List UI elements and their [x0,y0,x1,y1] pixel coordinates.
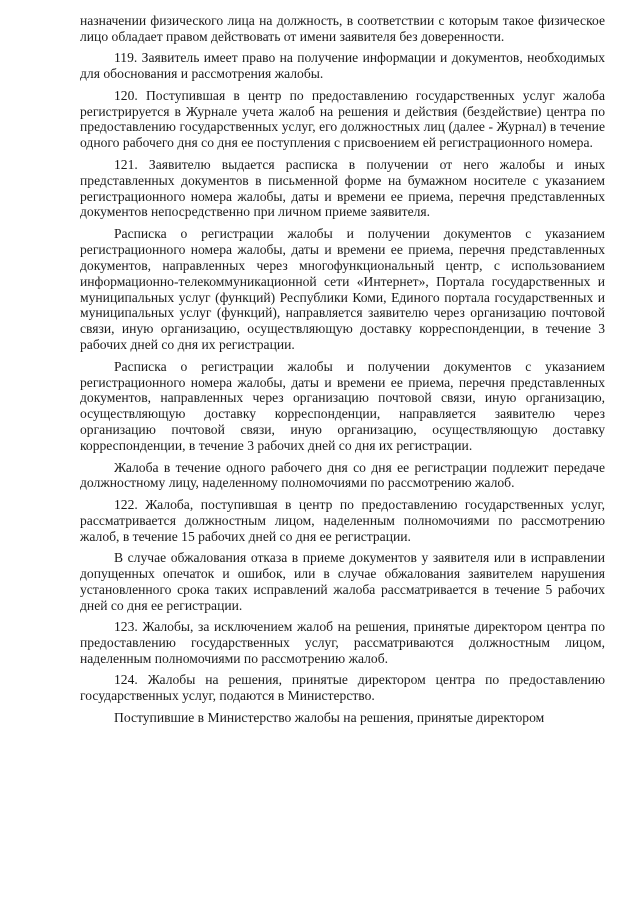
paragraph-refusal: В случае обжалования отказа в приеме документов у заявителя или в исправлении допущенных опечаток и ошибок, или в случае обжалования заявителем нарушения установленного срока таких исправлений жалоба рассматривается в течение 5 рабочих дней со дня ее регистрации. [80,550,605,613]
paragraph-ministry: Поступившие в Министерство жалобы на решения, принятые директором [114,709,545,725]
paragraph-receipt-mfc: Расписка о регистрации жалобы и получении документов с указанием регистрационного номера жалобы, даты и времени ее приема, перечня представленных документов, направленных через многофункциональный центр, с использованием информационно-телекоммуникационной сети «Интернет», Портала государственных и муниципальных услуг (функций) Республики Коми, Единого портала государственных и муниципальных услуг (функций), направляется заявителю через организацию почтовой связи, иную организацию, осуществляющую доставку корреспонденции, в течение 3 рабочих дней со дня их регистрации. [80,225,605,353]
paragraph-receipt-post: Расписка о регистрации жалобы и получении документов с указанием регистрационного номера жалобы, даты и времени ее приема, перечня представленных документов, направленных через организацию почтовой связи, иную организацию, осуществляющую доставку корреспонденции, направляется заявителю через организацию почтовой связи, иную организацию, осуществляющую доставку корреспонденции, в течение 3 рабочих дней со дня их регистрации. [80,358,605,454]
paragraph-124: 124. Жалобы на решения, принятые директором центра по предоставлению государственных услуг, подаются в Министерство. [80,672,605,704]
paragraph-120: 120. Поступившая в центр по предоставлению государственных услуг жалоба регистрируется в Журнале учета жалоб на решения и действия (бездействие) центра по предоставлению государственных услуг, его должностных лиц (далее - Журнал) в течение одного рабочего дня со дня ее поступления с присвоением ей регистрационного номера. [80,87,605,151]
paragraph-transfer: Жалоба в течение одного рабочего дня со дня ее регистрации подлежит передаче должностному лицу, наделенному полномочиями по рассмотрению жалоб. [80,459,605,491]
paragraph-123: 123. Жалобы, за исключением жалоб на решения, принятые директором центра по предоставлению государственных услуг, рассматриваются должностным лицом, наделенным полномочиями по рассмотрению жалоб. [80,619,605,667]
paragraph-119: 119. Заявитель имеет право на получение информации и документов, необходимых для обоснования и рассмотрения жалобы. [80,50,605,82]
paragraph-continuation: назначении физического лица на должность, в соответствии с которым такое физическое лицо обладает правом действовать от имени заявителя без доверенности. [80,13,605,44]
document-body [80,13,605,731]
paragraph-122: 122. Жалоба, поступившая в центр по предоставлению государственных услуг, рассматривается должностным лицом, наделенным полномочиями по рассмотрению жалоб, в течение 15 рабочих дней со дня ее регистрации. [80,496,605,544]
paragraph-121: 121. Заявителю выдается расписка в получении от него жалобы и иных представленных документов в письменной форме на бумажном носителе с указанием регистрационного номера жалобы, даты и времени ее приема, перечня представленных документов непосредственно при личном приеме заявителя. [80,156,605,220]
